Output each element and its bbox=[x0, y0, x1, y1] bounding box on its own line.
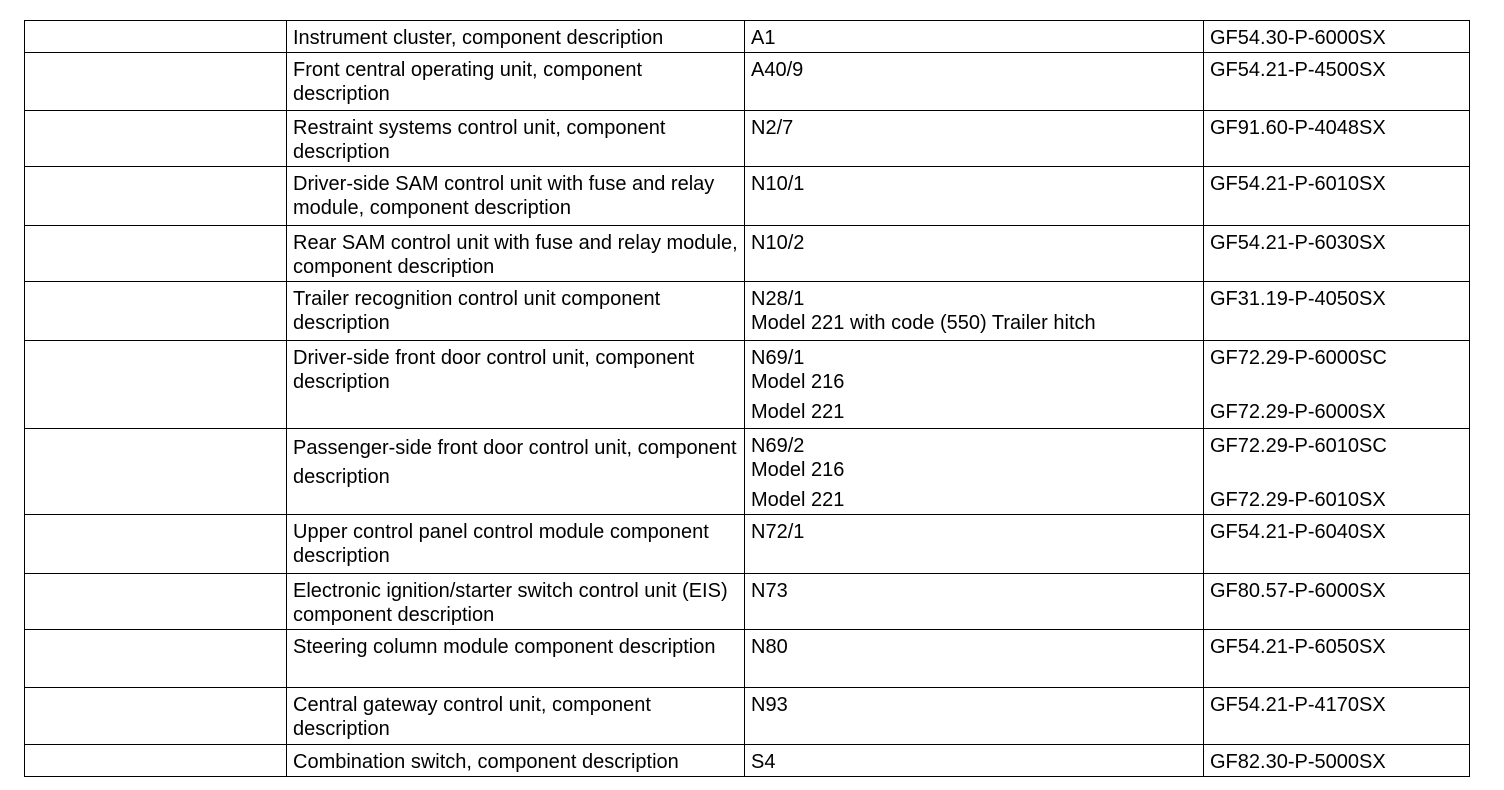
table-row bbox=[25, 21, 1470, 53]
table-row bbox=[25, 340, 1470, 428]
component-description: Instrument cluster, component description bbox=[293, 27, 664, 49]
component-description: Combination switch, component description bbox=[293, 750, 679, 773]
empty-cell bbox=[25, 687, 287, 744]
table-row bbox=[25, 573, 1470, 629]
empty-cell bbox=[25, 21, 287, 53]
component-reference-table bbox=[24, 20, 1470, 777]
empty-cell bbox=[25, 428, 287, 514]
component-ref: N69/2 bbox=[751, 434, 805, 457]
model-note: Model 216 bbox=[751, 459, 845, 481]
model-note: Model 216 bbox=[751, 371, 845, 393]
empty-cell bbox=[25, 744, 287, 776]
component-ref: N73 bbox=[751, 579, 788, 602]
document-number[interactable]: GF54.30-P-6000SX bbox=[1210, 27, 1386, 49]
document-cell bbox=[1204, 687, 1470, 744]
document-cell bbox=[1204, 514, 1470, 573]
document-cell bbox=[1204, 340, 1470, 428]
document-number[interactable]: GF72.29-P-6010SX bbox=[1210, 488, 1386, 511]
document-number[interactable]: GF54.21-P-4170SX bbox=[1210, 693, 1386, 716]
document-cell bbox=[1204, 281, 1470, 340]
document-number[interactable]: GF54.21-P-6040SX bbox=[1210, 520, 1386, 543]
empty-cell bbox=[25, 110, 287, 166]
description-cell bbox=[287, 744, 745, 776]
description-cell bbox=[287, 225, 745, 281]
reference-cell bbox=[745, 281, 1204, 340]
document-cell bbox=[1204, 573, 1470, 629]
description-cell bbox=[287, 573, 745, 629]
description-cell bbox=[287, 629, 745, 687]
document-cell bbox=[1204, 428, 1470, 514]
reference-cell bbox=[745, 629, 1204, 687]
description-cell bbox=[287, 21, 745, 53]
empty-cell bbox=[25, 281, 287, 340]
component-description: Steering column module component description bbox=[293, 635, 716, 658]
table-row bbox=[25, 52, 1470, 110]
description-cell bbox=[287, 340, 745, 428]
document-number[interactable]: GF54.21-P-6010SX bbox=[1210, 172, 1386, 195]
reference-cell bbox=[745, 110, 1204, 166]
component-description: Front central operating unit, component description bbox=[293, 58, 643, 105]
model-note: Model 221 bbox=[751, 400, 845, 423]
component-ref: A40/9 bbox=[751, 58, 804, 81]
document-cell bbox=[1204, 166, 1470, 225]
reference-cell bbox=[745, 225, 1204, 281]
document-number[interactable]: GF31.19-P-4050SX bbox=[1210, 287, 1386, 310]
empty-cell bbox=[25, 629, 287, 687]
model-note: Model 221 with code (550) Trailer hitch bbox=[751, 312, 1096, 334]
table-row bbox=[25, 110, 1470, 166]
document-cell bbox=[1204, 225, 1470, 281]
reference-cell bbox=[745, 21, 1204, 53]
document-cell bbox=[1204, 744, 1470, 776]
description-cell bbox=[287, 110, 745, 166]
document-number[interactable]: GF54.21-P-4500SX bbox=[1210, 58, 1386, 81]
component-ref: N80 bbox=[751, 635, 788, 658]
component-ref: N10/1 bbox=[751, 172, 805, 195]
component-ref: A1 bbox=[751, 27, 776, 49]
empty-cell bbox=[25, 514, 287, 573]
reference-cell bbox=[745, 687, 1204, 744]
description-cell bbox=[287, 514, 745, 573]
document-number[interactable]: GF80.57-P-6000SX bbox=[1210, 579, 1386, 602]
description-cell bbox=[287, 281, 745, 340]
reference-cell bbox=[745, 340, 1204, 428]
component-ref: N28/1 bbox=[751, 287, 805, 310]
component-description: Trailer recognition control unit component description bbox=[293, 287, 661, 334]
document-number[interactable]: GF72.29-P-6010SC bbox=[1210, 434, 1387, 457]
reference-cell bbox=[745, 744, 1204, 776]
model-note: Model 221 bbox=[751, 488, 845, 511]
reference-cell bbox=[745, 166, 1204, 225]
document-number[interactable]: GF72.29-P-6000SC bbox=[1210, 346, 1387, 369]
description-cell bbox=[287, 428, 745, 514]
table-row bbox=[25, 281, 1470, 340]
document-cell bbox=[1204, 21, 1470, 53]
component-ref: N93 bbox=[751, 693, 788, 716]
document-cell bbox=[1204, 629, 1470, 687]
table-row bbox=[25, 225, 1470, 281]
document-number[interactable]: GF82.30-P-5000SX bbox=[1210, 750, 1386, 773]
component-ref: N69/1 bbox=[751, 346, 805, 369]
component-ref: N72/1 bbox=[751, 520, 805, 543]
table-row bbox=[25, 744, 1470, 776]
component-ref: N2/7 bbox=[751, 116, 794, 139]
component-description: Upper control panel control module component description bbox=[293, 520, 709, 567]
description-cell bbox=[287, 687, 745, 744]
table-row bbox=[25, 428, 1470, 514]
reference-cell bbox=[745, 573, 1204, 629]
component-ref: S4 bbox=[751, 750, 776, 773]
document-number[interactable]: GF72.29-P-6000SX bbox=[1210, 400, 1386, 423]
table-row bbox=[25, 687, 1470, 744]
component-description: Driver-side SAM control unit with fuse and relay module, component description bbox=[293, 172, 715, 219]
empty-cell bbox=[25, 225, 287, 281]
component-ref: N10/2 bbox=[751, 231, 805, 254]
document-cell bbox=[1204, 52, 1470, 110]
description-cell bbox=[287, 166, 745, 225]
empty-cell bbox=[25, 573, 287, 629]
document-cell bbox=[1204, 110, 1470, 166]
table-row bbox=[25, 166, 1470, 225]
document-number[interactable]: GF54.21-P-6030SX bbox=[1210, 231, 1386, 254]
description-cell bbox=[287, 52, 745, 110]
component-description: Rear SAM control unit with fuse and relay module, component description bbox=[293, 231, 738, 278]
component-description: Central gateway control unit, component description bbox=[293, 693, 651, 740]
empty-cell bbox=[25, 166, 287, 225]
document-number[interactable]: GF54.21-P-6050SX bbox=[1210, 635, 1386, 658]
reference-cell bbox=[745, 514, 1204, 573]
table-row bbox=[25, 514, 1470, 573]
component-description: Restraint systems control unit, component description bbox=[293, 116, 666, 163]
reference-cell bbox=[745, 428, 1204, 514]
component-description: Passenger-side front door control unit, component description bbox=[293, 436, 737, 488]
table-row bbox=[25, 629, 1470, 687]
empty-cell bbox=[25, 52, 287, 110]
empty-cell bbox=[25, 340, 287, 428]
component-description: Electronic ignition/starter switch control unit (EIS) component description bbox=[293, 579, 728, 626]
component-description: Driver-side front door control unit, component description bbox=[293, 346, 695, 393]
reference-cell bbox=[745, 52, 1204, 110]
document-number[interactable]: GF91.60-P-4048SX bbox=[1210, 116, 1386, 139]
